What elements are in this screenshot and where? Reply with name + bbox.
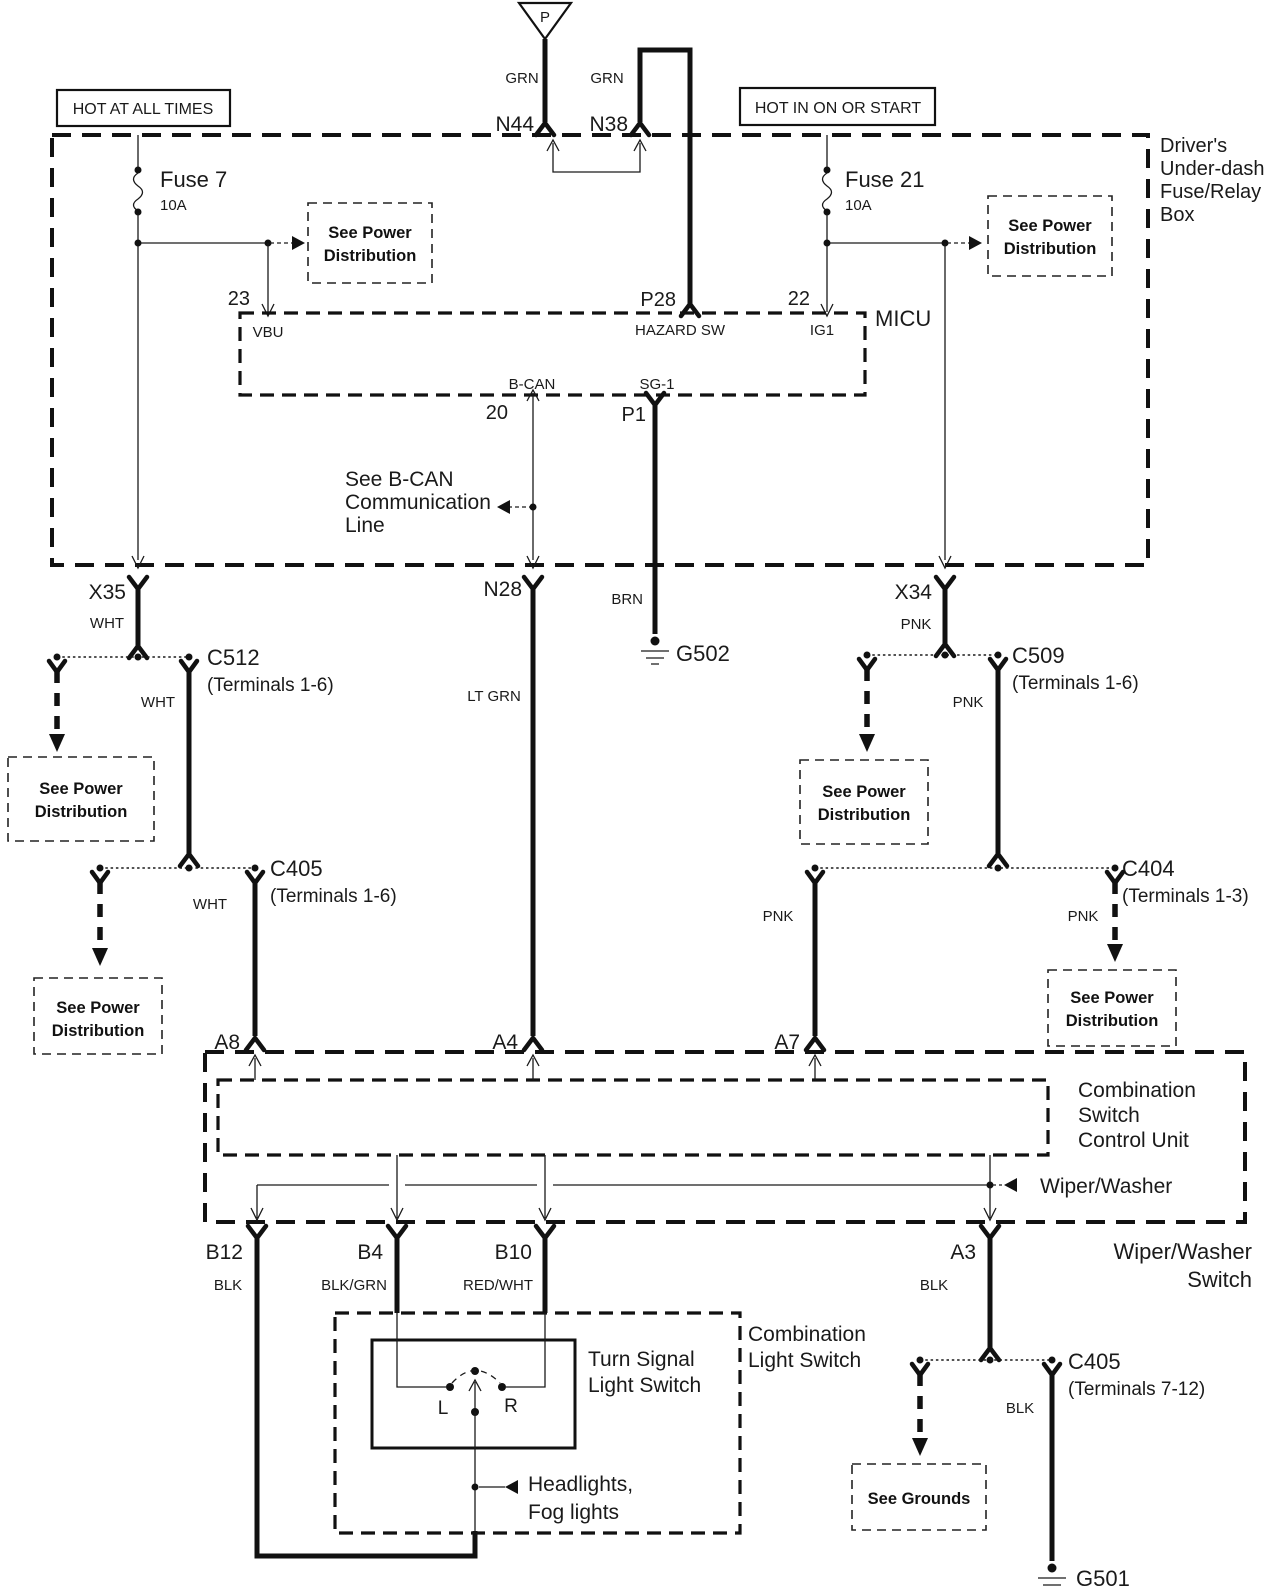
ref-frame xyxy=(800,760,928,844)
branch-dot-c xyxy=(824,240,831,247)
wire-color-blk-2: BLK xyxy=(919,1277,949,1294)
a8-fork xyxy=(246,1038,264,1050)
underdash-fusebox-label xyxy=(1160,135,1265,226)
c512-dot-right xyxy=(186,654,193,661)
connector-c405-16: C405 xyxy=(270,856,323,881)
micu-pin-vbu: VBU xyxy=(252,324,284,341)
c404-ref-arrow-down-icon xyxy=(1107,944,1123,962)
connector-c509: C509 xyxy=(1012,643,1065,668)
see-power-arrow-right2-icon xyxy=(969,236,982,250)
ref-line1: See Power xyxy=(56,999,140,1017)
fusebox-name-3: Fuse/Relay xyxy=(1160,181,1262,203)
wire-color-red-wht: RED/WHT xyxy=(463,1277,533,1294)
fusebox-name-1: Driver's xyxy=(1160,135,1228,157)
wire-n38-grn xyxy=(640,50,690,306)
micu-pin-sg1: SG-1 xyxy=(639,376,675,393)
outlet-cross-arrows-icon xyxy=(251,1208,996,1220)
wire-color-blk-grn: BLK/GRN xyxy=(321,1277,387,1294)
r-contact-dot xyxy=(498,1383,506,1391)
c404-dot-mid xyxy=(995,865,1002,872)
micu-pin-bcan: B-CAN xyxy=(508,376,556,393)
ref-frame xyxy=(308,203,432,283)
terminal-n38: N38 xyxy=(589,113,628,136)
terminal-a7: A7 xyxy=(774,1031,800,1054)
l-contact-wire xyxy=(397,1313,446,1387)
light-switch-label-2: Light Switch xyxy=(748,1349,862,1372)
connector-c405-16-range: (Terminals 1-6) xyxy=(270,886,397,907)
see-bcan-line1: See B-CAN xyxy=(345,468,454,491)
unit-entry-arrows-icon xyxy=(249,1055,821,1066)
fusebox-name-4: Box xyxy=(1160,204,1195,226)
c404-top-fork xyxy=(989,854,1007,866)
connector-c509-range: (Terminals 1-6) xyxy=(1012,673,1139,694)
fuse7-element xyxy=(134,173,143,211)
ww-switch-line1: Wiper/Washer xyxy=(1113,1239,1252,1264)
wire-color-wht-1: WHT xyxy=(89,615,125,632)
terminal-a3: A3 xyxy=(950,1241,976,1264)
see-power-arrow-right-icon xyxy=(292,236,305,250)
connector-c405-712: C405 xyxy=(1068,1349,1121,1374)
contact-r-label: R xyxy=(504,1396,518,1417)
headlights-junction-dot xyxy=(472,1484,479,1491)
terminal-23: 23 xyxy=(227,288,250,310)
c509-dot-mid xyxy=(942,652,949,659)
bcan-arrow-left-icon xyxy=(497,500,510,514)
ref-line1: See Power xyxy=(39,780,123,798)
micu-name: MICU xyxy=(875,306,932,331)
see-grounds-box xyxy=(852,1464,986,1530)
terminal-p28: P28 xyxy=(640,289,676,311)
c405-dot-right xyxy=(252,865,259,872)
wire-color-blk-1: BLK xyxy=(213,1277,243,1294)
a4-fork xyxy=(524,1038,542,1050)
g502-label: G502 xyxy=(676,641,730,666)
g501-ground-icon xyxy=(1048,1564,1057,1573)
c509-ref-arrow-down-icon xyxy=(859,734,875,752)
g501-ground-hatch-icon xyxy=(1038,1578,1066,1585)
bcan-line xyxy=(345,393,539,568)
terminal-b4: B4 xyxy=(357,1241,383,1264)
fuse7-circuit xyxy=(132,135,305,568)
see-power-box-3 xyxy=(8,757,154,841)
ref-line1: See Power xyxy=(328,224,412,242)
c405-dot-mid xyxy=(186,865,193,872)
wire-color-wht-3: WHT xyxy=(192,896,228,913)
ref-line2: Distribution xyxy=(51,1022,145,1040)
fuse21-top-dot xyxy=(824,167,831,174)
wiper-washer-label: Wiper/Washer xyxy=(1040,1175,1173,1198)
fuse21-rating: 10A xyxy=(845,197,872,214)
see-power-box-2 xyxy=(988,196,1112,276)
g502-ground-branch xyxy=(611,403,730,666)
unit-entry-wires xyxy=(255,1058,815,1080)
terminal-a4: A4 xyxy=(492,1031,518,1054)
connector-c404: C404 xyxy=(1122,856,1175,881)
c405-top-fork xyxy=(180,854,198,866)
wire-color-pnk-4: PNK xyxy=(1067,908,1099,925)
wire-color-wht-2: WHT xyxy=(140,694,176,711)
wire-color-pnk-2: PNK xyxy=(952,694,984,711)
hot-right-label: HOT IN ON OR START xyxy=(754,100,922,117)
headlights-label-1: Headlights, xyxy=(528,1473,634,1496)
c404-dot-left xyxy=(812,865,819,872)
terminal-b12: B12 xyxy=(205,1241,243,1264)
fuse21-element xyxy=(823,173,832,211)
ref-line2: Distribution xyxy=(1003,240,1097,258)
control-unit-label-1: Combination xyxy=(1078,1079,1196,1102)
ref-line1: See Power xyxy=(1070,989,1154,1007)
see-bcan-line3: Line xyxy=(345,514,385,537)
fuse7-name: Fuse 7 xyxy=(160,167,228,192)
plug-symbol-label: P xyxy=(539,9,551,26)
terminal-x35: X35 xyxy=(88,581,126,604)
wire-color-pnk-3: PNK xyxy=(762,908,794,925)
terminal-n28: N28 xyxy=(483,578,522,601)
fuse21-circuit xyxy=(788,135,982,568)
terminal-p1: P1 xyxy=(621,404,646,426)
a3-ground-column xyxy=(912,1348,1205,1588)
n44-n38-jumper xyxy=(547,140,646,172)
wire-color-brn: BRN xyxy=(611,591,643,608)
ref-frame xyxy=(1048,970,1176,1046)
unit-output-wires xyxy=(397,1155,990,1218)
power-plug xyxy=(495,3,690,306)
g501-label: G501 xyxy=(1076,1566,1130,1588)
hot-in-on-or-start-box xyxy=(740,88,935,125)
turn-signal-label-1: Turn Signal xyxy=(588,1348,695,1371)
ref-line2: Distribution xyxy=(817,806,911,824)
fuse7-top-dot xyxy=(135,167,142,174)
light-switch-outline xyxy=(335,1313,740,1533)
terminal-20: 20 xyxy=(485,402,508,424)
terminal-a8: A8 xyxy=(214,1031,240,1054)
see-bcan-line2: Communication xyxy=(345,491,491,514)
micu-pin-ig1: IG1 xyxy=(809,322,835,339)
connector-c405-712-range: (Terminals 7-12) xyxy=(1068,1379,1206,1400)
terminal-x34: X34 xyxy=(894,581,932,604)
turn-signal-label-2: Light Switch xyxy=(588,1374,702,1397)
micu-pin-hazard-sw: HAZARD SW xyxy=(635,322,725,339)
c512-dot-left xyxy=(54,654,61,661)
contact-l-label: L xyxy=(437,1398,449,1419)
fuse21-name: Fuse 21 xyxy=(845,167,925,192)
fusebox-name-2: Under-dash xyxy=(1160,158,1265,180)
light-switch-label-1: Combination xyxy=(748,1323,866,1346)
ref-line1: See Power xyxy=(822,783,906,801)
control-unit-label-2: Switch xyxy=(1078,1104,1140,1127)
x35-column xyxy=(49,577,334,866)
c512-dot-mid xyxy=(135,654,142,661)
ref-frame xyxy=(988,196,1112,276)
l-contact-dot xyxy=(446,1383,454,1391)
wire-color-grn-right: GRN xyxy=(590,70,624,87)
ref-line1: See Power xyxy=(1008,217,1092,235)
connector-c512: C512 xyxy=(207,645,260,670)
ref-line2: Distribution xyxy=(1065,1012,1159,1030)
c404-dot-right xyxy=(1112,865,1119,872)
g502-ground-icon xyxy=(651,637,660,646)
headlights-label-2: Fog lights xyxy=(528,1501,620,1524)
hot-at-all-times-box xyxy=(57,90,230,126)
see-grounds-label: See Grounds xyxy=(867,1490,971,1508)
n28-column xyxy=(467,577,542,1054)
headlights-arrow-left-icon xyxy=(505,1480,518,1494)
c512-ref-arrow-down-icon xyxy=(49,734,65,752)
bcan-junction-dot xyxy=(530,504,537,511)
wire-color-blk-3: BLK xyxy=(1005,1400,1035,1417)
c405-dot-left xyxy=(97,865,104,872)
see-power-box-4 xyxy=(34,978,162,1054)
r-contact-wire xyxy=(506,1313,545,1387)
wire-color-grn-left: GRN xyxy=(505,70,539,87)
c509-dot-left xyxy=(864,652,871,659)
fuse7-rating: 10A xyxy=(160,197,187,214)
grounds-ref-arrow-down-icon xyxy=(912,1438,928,1456)
control-unit-label-3: Control Unit xyxy=(1078,1129,1189,1152)
wiper-washer-switch-label xyxy=(1113,1239,1252,1292)
c405-ref-arrow-down-icon xyxy=(92,948,108,966)
terminal-n44: N44 xyxy=(495,113,534,136)
a7-fork xyxy=(806,1038,824,1050)
branch-dot-a xyxy=(135,240,142,247)
jumper-line xyxy=(553,143,640,172)
combination-switch-assembly xyxy=(205,1052,1245,1222)
hot-left-label: HOT AT ALL TIMES xyxy=(72,101,214,118)
wiper-arrow-left-icon xyxy=(1004,1178,1017,1192)
combination-light-switch xyxy=(335,1313,866,1533)
ww-switch-line2: Switch xyxy=(1187,1267,1252,1292)
connector-c404-range: (Terminals 1-3) xyxy=(1122,886,1249,907)
wire-color-pnk-1: PNK xyxy=(900,616,932,633)
control-unit-outline xyxy=(218,1080,1048,1155)
c405b-dot-left xyxy=(917,1357,924,1364)
see-power-box-6 xyxy=(1048,970,1176,1046)
ref-line2: Distribution xyxy=(34,803,128,821)
terminal-22: 22 xyxy=(787,288,810,310)
c405b-dot-right xyxy=(1049,1357,1056,1364)
ref-line2: Distribution xyxy=(323,247,417,265)
underdash-fusebox-outline xyxy=(52,135,1148,565)
see-power-box-5 xyxy=(800,760,928,844)
c405b-dot-mid xyxy=(987,1357,994,1364)
ref-frame xyxy=(8,757,154,841)
see-power-box-1 xyxy=(308,203,432,283)
terminal-b10: B10 xyxy=(494,1241,532,1264)
c509-dot-right xyxy=(995,652,1002,659)
wire-color-lt-grn: LT GRN xyxy=(467,688,521,705)
g502-ground-hatch-icon xyxy=(641,651,669,664)
connector-c512-range: (Terminals 1-6) xyxy=(207,675,334,696)
